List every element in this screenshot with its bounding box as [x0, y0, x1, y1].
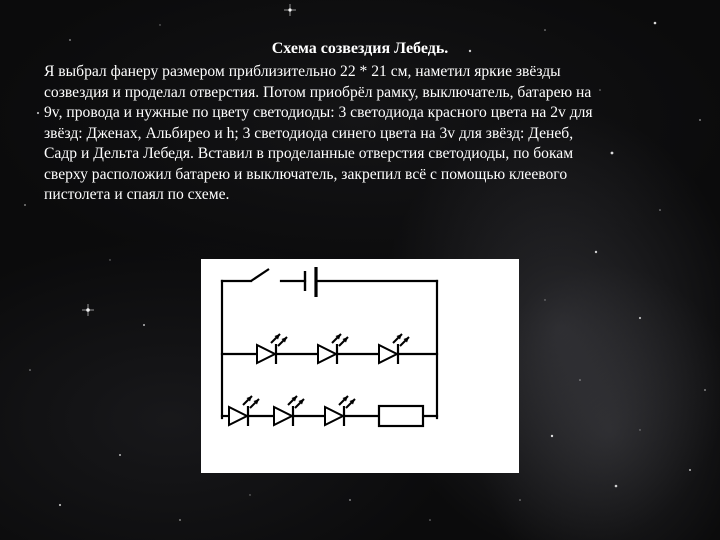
circuit-diagram — [201, 259, 519, 473]
led-symbol — [229, 396, 259, 426]
circuit-wires — [222, 281, 437, 418]
led-symbol — [274, 396, 304, 426]
led-symbol — [257, 334, 287, 364]
led-symbol — [318, 334, 348, 364]
slide-body-text: Я выбрал фанеру размером приблизительно 22 * 21 см, наметил яркие звёзды созвездия и проделал отверстия. Потом приобрёл рамку, выключатель, батарею на 9v, провода и нужные по цвету светодиоды: 3 светодиода красного цвета на 2v для звёзд: Дженах, Альбирео и h; 3 светодиода синего цвета на 3v для звёзд: Денеб, Садр и Дельта Лебедя. Вставил в проделанные отверстия светодиоды, по бокам сверху расположил батарею и выключатель, закрепил всё с помощью клеевого пистолета и спаял по схеме. — [44, 63, 593, 203]
switch-symbol — [251, 269, 269, 281]
led-symbol — [379, 334, 409, 364]
battery-symbol — [305, 267, 316, 297]
circuit-schematic — [201, 259, 519, 473]
resistor-symbol — [379, 406, 423, 426]
slide-title: Схема созвездия Лебедь. — [271, 40, 449, 57]
led-symbol — [325, 396, 355, 426]
